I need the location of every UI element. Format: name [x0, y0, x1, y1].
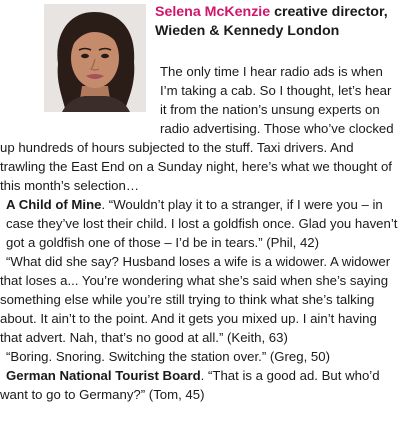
review-text: . “Wouldn’t play it to a stranger, if I were you – in case they’ve lost their child. I lost a goldfish once. Glad you haven’t got a goldfish one of those – I’d be in tears.” (Phil, 42) — [6, 197, 398, 250]
intro-paragraph: The only time I hear radio ads is when I’m taking a cab. So I thought, let’s hear it from the nation’s unsung experts on radio advertising. Those who’ve clocked up hundreds of hours subjected to the stuff. Taxi drivers. And trawling the East End on a Sunday night, here’s what we thought of this month’s selection… — [0, 64, 394, 193]
review-text: “Boring. Snoring. Switching the station over.” (Greg, 50) — [6, 349, 330, 364]
review-german-tourist-board — [0, 366, 400, 404]
author-role: creative director, Wieden & Kennedy London — [155, 4, 388, 39]
review-child-of-mine — [0, 195, 400, 252]
review-text: “What did she say? Husband loses a wife is a widower. A widower that loses a... You’re wondering what she’s said when she’s saying something else while you’re still trying to think what she’s talking about. It ain’t to the point. And it gets you mixed up. I ain’t having that advert. Nah, that’s no good at all.” (Keith, 63) — [0, 254, 391, 345]
review-keith — [0, 252, 400, 347]
review-greg — [0, 347, 400, 366]
author-name: Selena McKenzie — [155, 4, 271, 20]
ad-title: A Child of Mine — [6, 197, 102, 212]
review-text: . “That is a good ad. But who’d want to go to Germany?” (Tom, 45) — [0, 368, 380, 402]
ad-title: German National Tourist Board — [6, 368, 201, 383]
